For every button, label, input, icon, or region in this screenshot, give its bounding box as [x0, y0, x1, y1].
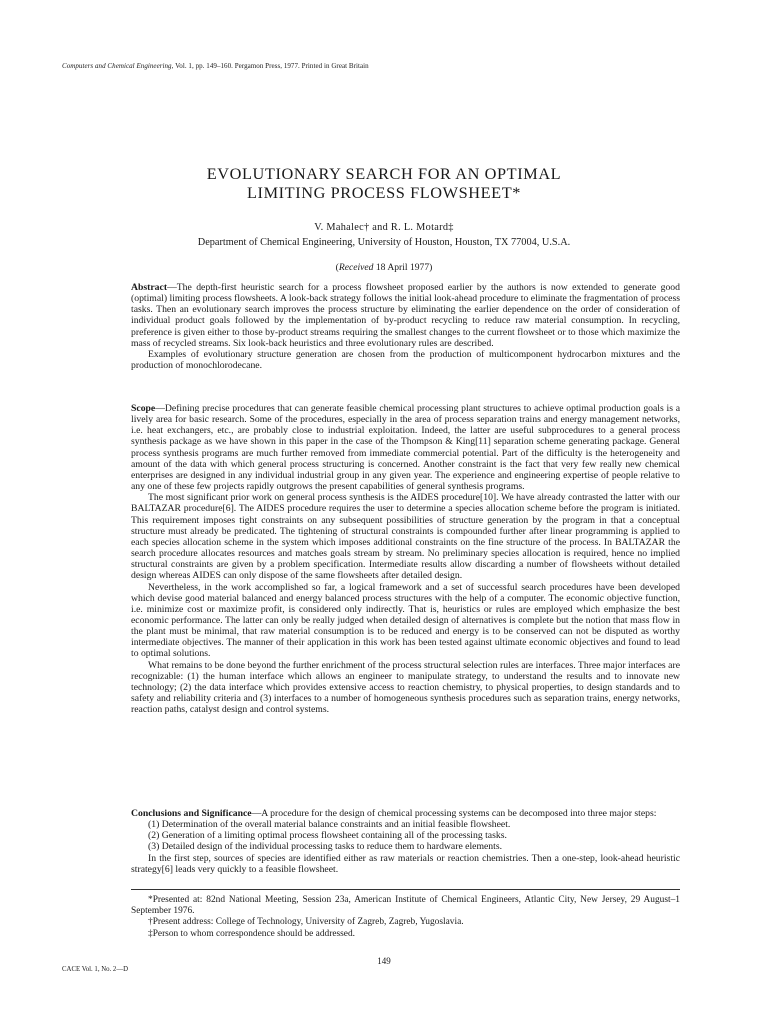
journal-header — [62, 62, 369, 70]
conclusions-paragraph-1 — [131, 808, 680, 819]
scope-paragraph-4: What remains to be done beyond the further enrichment of the process structural selection rules are interfaces. Three major interfaces are recognizable: (1) the human interface which allows an engineer to manipulate strategy, to understand the results and to innovate new technology; (2) the data interface which provides extensive access to reaction chemistry, to physical properties, to design standards and to safety and reliability criteria and (3) interfaces to a number of homogeneous synthesis procedures such as separation trains, energy networks, reaction paths, catalyst design and control systems. — [131, 659, 680, 716]
steps-list — [131, 819, 680, 852]
received-label: Received — [338, 262, 374, 273]
abstract-paragraph-2: Examples of evolutionary structure generation are chosen from the production of multicomponent hydrocarbon mixtures and the production of monochlorodecane. — [131, 348, 680, 372]
conclusions-heading: Conclusions and Significance — [131, 808, 252, 819]
conclusions-paragraph-2: In the first step, sources of species are identified either as raw materials or reaction chemistries. Then a one-step, look-ahead heuristic strategy[6] leads very quickly to a feasible flowsheet. — [131, 852, 680, 875]
title-line-1: EVOLUTIONARY SEARCH FOR AN OPTIMAL — [206, 164, 562, 183]
abstract-heading: Abstract — [131, 282, 168, 293]
footnote-presented: *Presented at: 82nd National Meeting, Session 23a, American Institute of Chemical Engineers, Atlantic City, New Jersey, 29 August–1 September 1976. — [131, 895, 680, 917]
paper-title — [0, 164, 768, 202]
scope-paragraph-1 — [131, 403, 680, 492]
received-value: 18 April 1977 — [373, 262, 430, 273]
scope-paragraph-2: The most significant prior work on general process synthesis is the AIDES procedure[10]. We have already contrasted the latter with our BALTAZAR procedure[6]. The AIDES procedure requires the user to determine a species allocation scheme before the program is initiated. This requirement imposes tight constraints on any subsequent possibilities of structure generation by the program in that a conceptual structure must already be predicated. The tightening of structural constraints is compounded further after linear programming is applied to each species allocation scheme in the system which imposes additional constraints on the fine structure of the process. In BALTAZAR the search procedure allocates resources and matches goals stream by stream. No preliminary species allocation is required, hence no implied structural constraints are given by a problem specification. Intermediate results allow discarding a number of flowsheets without detailed design whereas AIDES can only dispose of the same flowsheets after detailed design. — [131, 492, 680, 582]
affiliation: Department of Chemical Engineering, University of Houston, Houston, TX 77004, U.S.A. — [197, 237, 571, 248]
journal-name: Computers and Chemical Engineering, — [62, 62, 174, 70]
abstract-section — [131, 282, 680, 371]
scope-section — [131, 403, 680, 715]
authors: V. Mahalec† and R. L. Motard‡ — [314, 222, 454, 233]
footnote-address: †Present address: College of Technology, University of Zagreb, Zagreb, Yugoslavia. — [148, 917, 464, 928]
step-item-2: (2) Generation of a limiting optimal process flowsheet containing all of the processing tasks. — [148, 830, 507, 842]
scope-text-1: —Defining precise procedures that can generate feasible chemical processing plant structures to achieve optimal production goals is a lively area for basic research. Some of the procedures, especially in the area of process separation trains and energy management networks, i.e. heat exchangers, etc., are probably close to industrial exploitation. Indeed, the latter are useful subprocedures to a general process synthesis package as we have shown in this paper in the case of the Thompson & King[11] separation scheme generating package. General process synthesis programs are much further removed from immediate commercial potential. Part of the difficulty is the heterogeneity and amount of the data with which general process structuring is concerned. Another constraint is the fact that very few really new chemical enterprises are designed in any individual industrial group in any given year. The experience and engineering expertise of people relative to any one of these few projects rapidly outgrows the present capabilities of general synthesis programs. — [131, 403, 680, 493]
journal-details: Vol. 1, pp. 149–160. Pergamon Press, 1977. Printed in Great Britain — [173, 62, 369, 70]
abstract-paragraph — [131, 282, 680, 349]
footnote-correspondence: ‡Person to whom correspondence should be addressed. — [148, 928, 355, 939]
page-number: 149 — [377, 956, 391, 966]
abstract-text: —The depth-first heuristic search for a process flowsheet proposed earlier by the authors is now extended to generate good (optimal) limiting process flowsheets. A look-back strategy follows the initial look-ahead procedure to eliminate the fragmentation of process tasks. Then an evolutionary search improves the process structure by eliminating the earlier dependence on the order of consideration of individual product goals followed by the implementation of by-product recycling to reduce raw material consumption. In recycling, preference is given either to those by-product streams requiring the smallest changes to the current flowsheet or to those which maximize the mass of recycled streams. Six look-back heuristics and three evolutionary rules are described. — [131, 282, 680, 349]
scope-paragraph-3: Nevertheless, in the work accomplished so far, a logical framework and a set of successful search procedures have been developed which devise good material balanced and energy balanced process structures with the help of a computer. The economic objective function, i.e. minimize cost or maximize profit, is considered only indirectly. That is, heuristics or rules are employed which emphasize the best economic performance. The latter can only be really judged when detailed design of alternatives is complete but the notion that mass flow in the plant must be minimal, that raw material consumption is to be reduced and energy is to be conserved can not be disputed as worthy intermediate objectives. The manner of their application in this work has been tested against ultimate economic objectives and found to lead to optimal solutions. — [131, 581, 680, 660]
step-item-1: (1) Determination of the overall material balance constraints and an initial feasible flowsheet. — [148, 819, 511, 831]
footnotes — [131, 895, 680, 940]
issue-code: CACE Vol. 1, No. 2—D — [62, 966, 129, 973]
title-line-2: LIMITING PROCESS FLOWSHEET* — [247, 183, 521, 202]
scope-heading: Scope — [131, 403, 156, 414]
received-date: (Received 18 April 1977) — [335, 262, 433, 273]
conclusions-section — [131, 808, 680, 875]
step-item-3: (3) Detailed design of the individual processing tasks to reduce them to hardware elements. — [148, 841, 503, 853]
conclusions-text-1: —A procedure for the design of chemical processing systems can be decomposed into three major steps: — [251, 808, 657, 819]
footnote-divider — [131, 889, 680, 890]
